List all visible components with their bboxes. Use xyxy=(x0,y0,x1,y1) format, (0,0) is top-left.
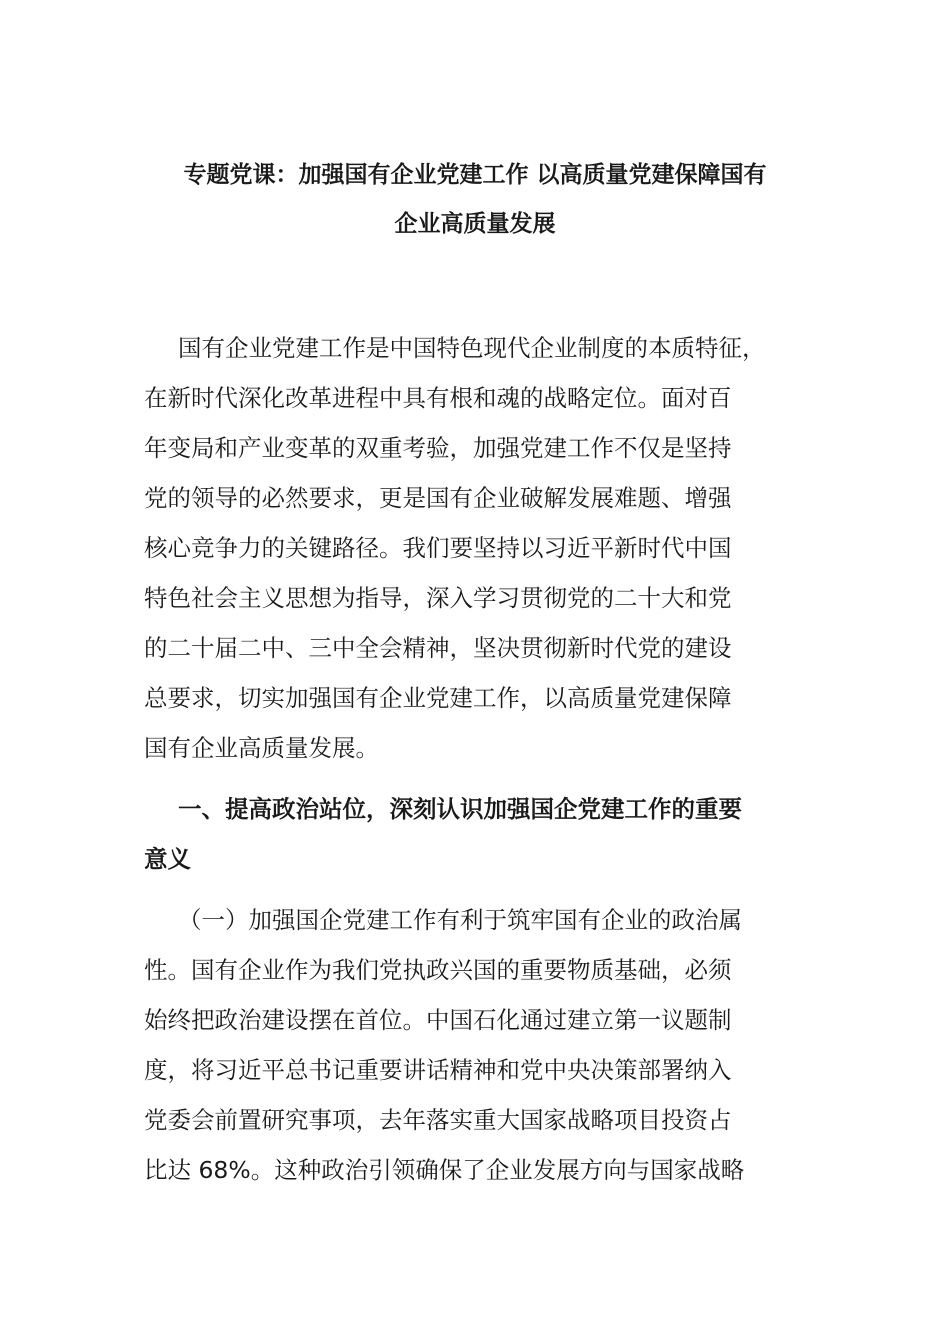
intro-line-4: 党的领导的必然要求，更是国有企业破解发展难题、增强 xyxy=(144,484,732,512)
section1-line-5: 党委会前置研究事项，去年落实重大国家战略项目投资占 xyxy=(144,1106,732,1134)
section1-line-1: （一）加强国企党建工作有利于筑牢国有企业的政治属 xyxy=(178,906,742,934)
document-title-line-1: 专题党课：加强国有企业党建工作 以高质量党建保障国有 xyxy=(183,162,767,188)
intro-line-8: 总要求，切实加强国有企业党建工作，以高质量党建保障 xyxy=(144,684,732,712)
section-heading-line-2: 意义 xyxy=(144,845,191,873)
section1-line-6: 比达 68%。这种政治引领确保了企业发展方向与国家战略 xyxy=(144,1156,745,1184)
intro-line-1: 国有企业党建工作是中国特色现代企业制度的本质特征， xyxy=(178,334,766,362)
document-title-line-2: 企业高质量发展 xyxy=(394,211,556,237)
intro-line-2: 在新时代深化改革进程中具有根和魂的战略定位。面对百 xyxy=(144,384,732,412)
section1-line-4: 度，将习近平总书记重要讲话精神和党中央决策部署纳入 xyxy=(144,1056,732,1084)
section1-line-3: 始终把政治建设摆在首位。中国石化通过建立第一议题制 xyxy=(144,1006,732,1034)
intro-line-3: 年变局和产业变革的双重考验，加强党建工作不仅是坚持 xyxy=(144,434,732,462)
intro-line-7: 的二十届二中、三中全会精神，坚决贯彻新时代党的建设 xyxy=(144,634,732,662)
section1-line-2: 性。国有企业作为我们党执政兴国的重要物质基础，必须 xyxy=(144,956,732,984)
intro-line-6: 特色社会主义思想为指导，深入学习贯彻党的二十大和党 xyxy=(144,584,732,612)
intro-line-5: 核心竞争力的关键路径。我们要坚持以习近平新时代中国 xyxy=(144,534,732,562)
section-heading-line-1: 一、提高政治站位，深刻认识加强国企党建工作的重要 xyxy=(178,795,742,823)
intro-line-9: 国有企业高质量发展。 xyxy=(144,734,379,762)
